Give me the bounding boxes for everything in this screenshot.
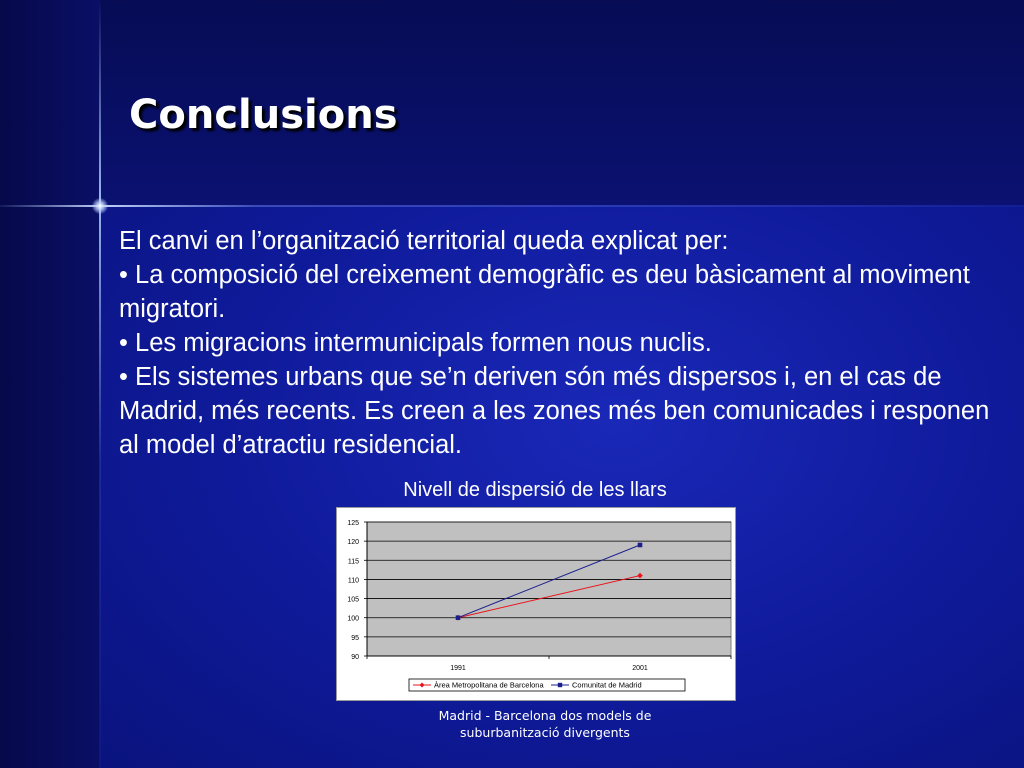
intro-text: El canvi en l’organització territorial queda explicat per: [119,227,729,255]
footer-line: suburbanització divergents [460,725,630,740]
bullet-item: • Els sistemes urbans que se’n deriven són més dispersos i, en el cas de Madrid, més recents. Es creen a les zones més ben comunicades i responen al model d’atractiu residencial. [119,363,990,459]
chart-container [336,507,736,701]
x-tick-label: 1991 [450,665,466,672]
data-point [638,543,643,548]
x-tick-label: 2001 [632,665,648,672]
decorative-vertical-line [99,0,101,768]
y-tick-label: 105 [347,596,359,604]
line-chart [337,508,735,700]
chart-title: Nivell de dispersió de les llars [403,479,667,501]
y-tick-label: 120 [347,539,359,547]
y-tick-label: 95 [351,634,359,642]
data-point [456,615,461,620]
legend-label: Àrea Metropolitana de Barcelona [434,680,544,690]
y-tick-label: 90 [351,654,359,661]
bullet-item: • La composició del creixement demogràfic es deu bàsicament al moviment migratori. [119,261,970,323]
y-tick-label: 125 [347,520,359,527]
y-tick-label: 110 [347,577,359,585]
slide-title: Conclusions [129,92,398,138]
legend-label: Comunitat de Madrid [572,680,642,690]
slide-footer [420,707,670,741]
decorative-horizontal-line [0,205,1024,207]
y-tick-label: 115 [347,558,359,566]
sparkle-icon [92,198,108,214]
bullet-item: • Les migracions intermunicipals formen nous nuclis. [119,329,712,357]
slide-body [119,224,999,462]
plot-area [367,522,731,656]
y-tick-label: 100 [347,615,359,623]
legend-marker [558,683,562,687]
left-band [0,0,100,768]
footer-line: Madrid - Barcelona dos models de [438,708,652,723]
